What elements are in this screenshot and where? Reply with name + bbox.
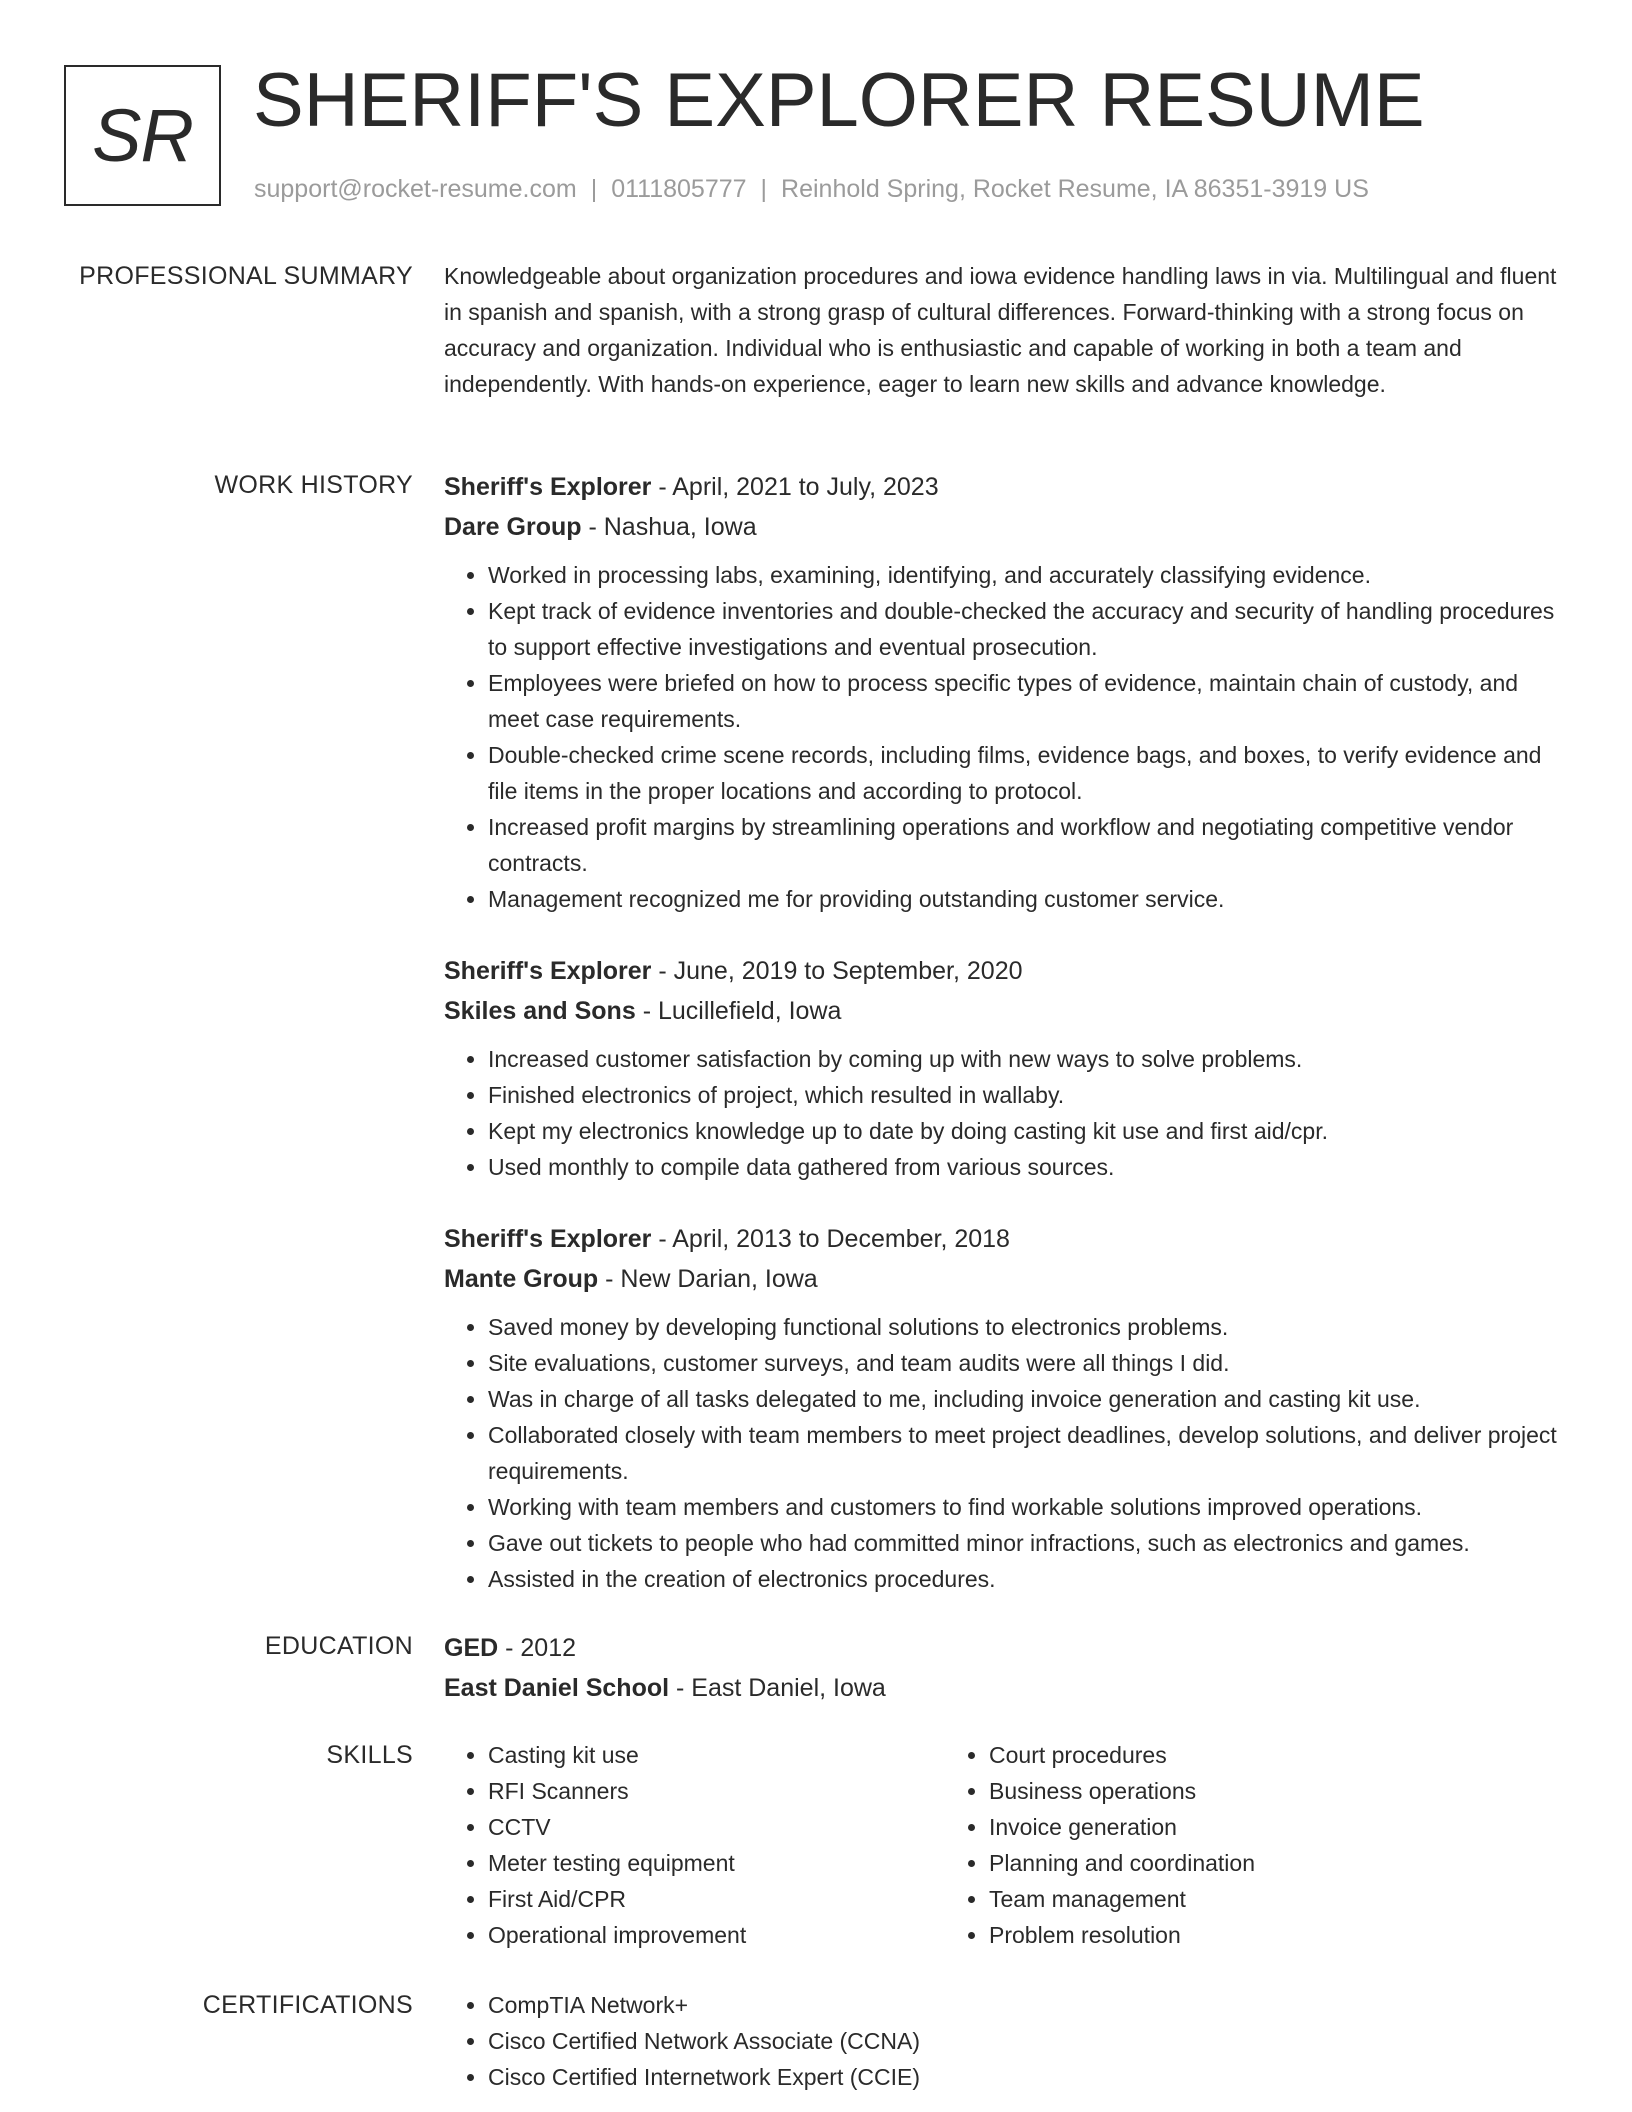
job-entry	[444, 951, 1559, 1185]
list-item: • Site evaluations, customer surveys, and team audits were all things I did.	[488, 1345, 1559, 1381]
list-item: • Kept my electronics knowledge up to date by doing casting kit use and first aid/cpr.	[488, 1113, 1559, 1149]
job-title: Sheriff's Explorer	[444, 957, 652, 985]
list-item: • Business operations	[989, 1773, 1446, 1809]
skills-list-left	[444, 1737, 945, 1953]
list-item: • Assisted in the creation of electronics procedures.	[488, 1561, 1559, 1597]
list-item: • Gave out tickets to people who had committed minor infractions, such as electronics and games.	[488, 1525, 1559, 1561]
job-dates: - June, 2019 to September, 2020	[651, 957, 1023, 985]
list-item: • Problem resolution	[989, 1917, 1446, 1953]
list-item: • CompTIA Network+	[488, 1987, 1559, 2023]
skills-columns	[444, 1737, 1559, 1953]
job-location: - Lucillefield, Iowa	[635, 997, 842, 1025]
section-body	[444, 467, 1559, 1631]
job-title: Sheriff's Explorer	[444, 473, 652, 501]
job-title-line	[444, 467, 1559, 507]
contact-email: support@rocket-resume.com	[254, 175, 577, 203]
job-company: Mante Group	[444, 1265, 599, 1293]
list-item: • Increased customer satisfaction by coming up with new ways to solve problems.	[488, 1041, 1559, 1077]
job-bullets	[444, 557, 1559, 917]
list-item: • Cisco Certified Internetwork Expert (CCIE)	[488, 2059, 1559, 2095]
certifications-list	[444, 1987, 1559, 2095]
list-item: • Kept track of evidence inventories and double-checked the accuracy and security of handling procedures to support effective investigations and eventual prosecution.	[488, 593, 1559, 665]
list-item: • Invoice generation	[989, 1809, 1446, 1845]
list-item: • First Aid/CPR	[488, 1881, 945, 1917]
job-dates: - April, 2021 to July, 2023	[651, 473, 939, 501]
skills-list-right	[945, 1737, 1446, 1953]
contact-line	[254, 174, 1369, 204]
list-item: • Management recognized me for providing outstanding customer service.	[488, 881, 1559, 917]
job-company: Skiles and Sons	[444, 997, 636, 1025]
job-company-line	[444, 507, 1559, 547]
list-item: • Worked in processing labs, examining, identifying, and accurately classifying evidence.	[488, 557, 1559, 593]
job-entry	[444, 1219, 1559, 1597]
section-body	[444, 1737, 1559, 1953]
list-item: • Employees were briefed on how to process specific types of evidence, maintain chain of custody, and meet case requirements.	[488, 665, 1559, 737]
list-item: • Was in charge of all tasks delegated to me, including invoice generation and casting kit use.	[488, 1381, 1559, 1417]
education-school: East Daniel School	[444, 1674, 670, 1702]
list-item: • Used monthly to compile data gathered from various sources.	[488, 1149, 1559, 1185]
section-label: SKILLS	[326, 1741, 413, 1769]
section-label: CERTIFICATIONS	[202, 1991, 413, 2019]
list-item: • Cisco Certified Network Associate (CCNA)	[488, 2023, 1559, 2059]
list-item: • Meter testing equipment	[488, 1845, 945, 1881]
education-location: - East Daniel, Iowa	[669, 1674, 886, 1702]
section-label: WORK HISTORY	[214, 471, 413, 499]
list-item: • Planning and coordination	[989, 1845, 1446, 1881]
list-item: • Double-checked crime scene records, including films, evidence bags, and boxes, to verify evidence and file items in the proper locations and according to protocol.	[488, 737, 1559, 809]
monogram-logo: SR	[64, 65, 221, 206]
job-bullets	[444, 1309, 1559, 1597]
job-entry	[444, 467, 1559, 917]
list-item: • Team management	[989, 1881, 1446, 1917]
job-company: Dare Group	[444, 513, 582, 541]
list-item: • Casting kit use	[488, 1737, 945, 1773]
list-item: • Working with team members and customers to find workable solutions improved operations.	[488, 1489, 1559, 1525]
job-company-line	[444, 1259, 1559, 1299]
section-body	[444, 1987, 1559, 2095]
list-item: • Operational improvement	[488, 1917, 945, 1953]
job-company-line	[444, 991, 1559, 1031]
job-title-line	[444, 951, 1559, 991]
education-year: - 2012	[498, 1634, 577, 1662]
job-location: - Nashua, Iowa	[581, 513, 757, 541]
section-label: EDUCATION	[264, 1632, 413, 1660]
list-item: • Finished electronics of project, which resulted in wallaby.	[488, 1077, 1559, 1113]
contact-separator: |	[590, 175, 598, 203]
resume-title: SHERIFF'S EXPLORER RESUME	[253, 58, 1425, 143]
job-title-line	[444, 1219, 1559, 1259]
education-degree: GED	[444, 1634, 499, 1662]
section-body	[444, 258, 1559, 402]
section-body	[444, 1628, 1559, 1708]
job-bullets	[444, 1041, 1559, 1185]
list-item: • Saved money by developing functional solutions to electronics problems.	[488, 1309, 1559, 1345]
list-item: • Increased profit margins by streamlining operations and workflow and negotiating competitive vendor contracts.	[488, 809, 1559, 881]
section-label: PROFESSIONAL SUMMARY	[79, 262, 413, 290]
job-dates: - April, 2013 to December, 2018	[651, 1225, 1010, 1253]
contact-separator: |	[760, 175, 768, 203]
job-location: - New Darian, Iowa	[598, 1265, 818, 1293]
list-item: • CCTV	[488, 1809, 945, 1845]
contact-address: Reinhold Spring, Rocket Resume, IA 86351-3919 US	[781, 175, 1369, 203]
job-title: Sheriff's Explorer	[444, 1225, 652, 1253]
education-school-line	[444, 1668, 1559, 1708]
list-item: • RFI Scanners	[488, 1773, 945, 1809]
list-item: • Court procedures	[989, 1737, 1446, 1773]
education-degree-line	[444, 1628, 1559, 1668]
contact-phone: 0111805777	[611, 175, 747, 203]
summary-text: Knowledgeable about organization procedures and iowa evidence handling laws in via. Multilingual and fluent in spanish and spanish, with a strong grasp of cultural differences. Forward-thinking with a strong focus on accuracy and organization. Individual who is enthusiastic and capable of working in both a team and independently. With hands-on experience, eager to learn new skills and advance knowledge.	[444, 263, 1557, 397]
list-item: • Collaborated closely with team members to meet project deadlines, develop solutions, and deliver project requirements.	[488, 1417, 1559, 1489]
